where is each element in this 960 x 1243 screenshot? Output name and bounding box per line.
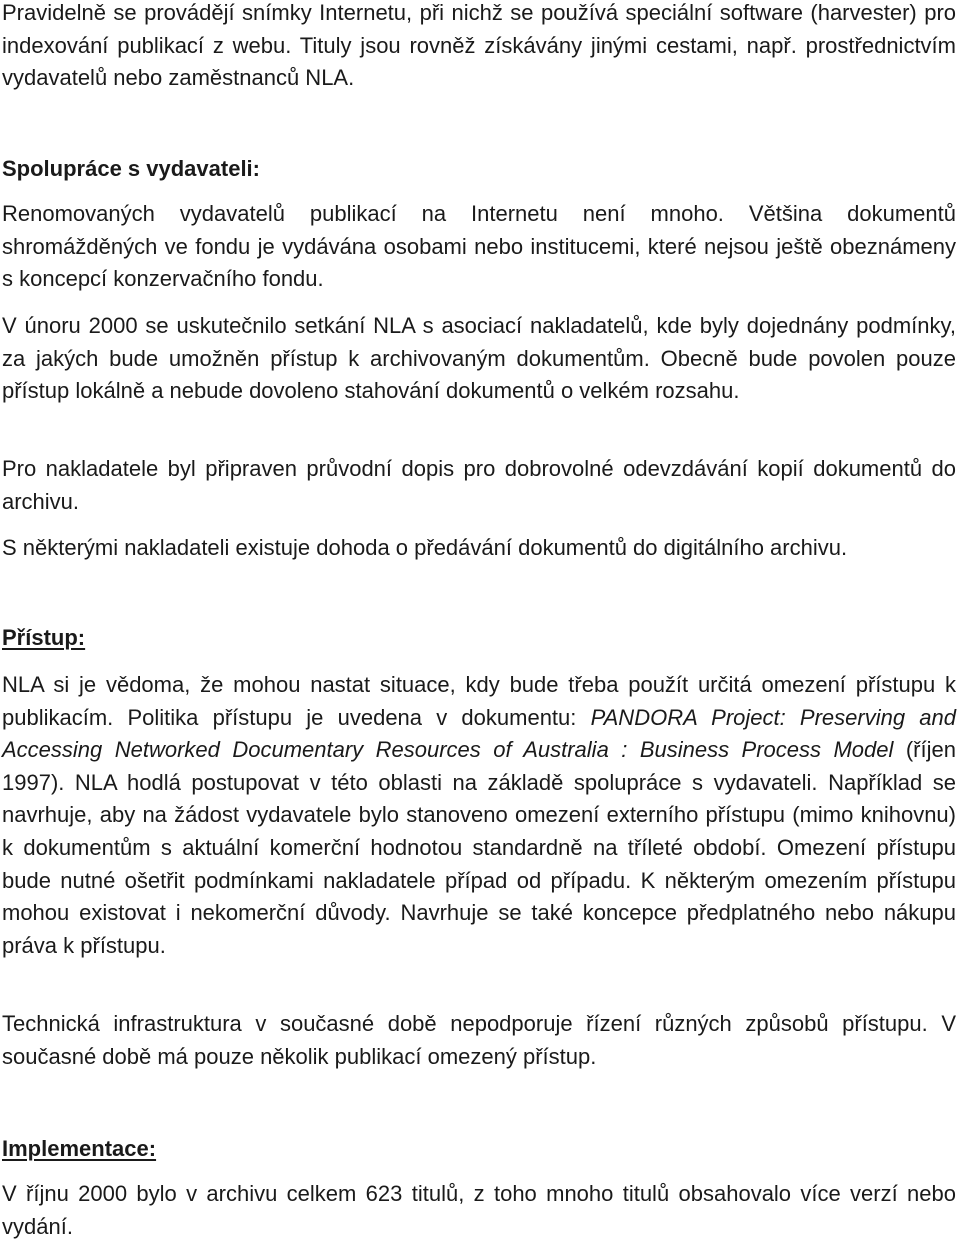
paragraph-titles-count: V říjnu 2000 bylo v archivu celkem 623 titulů, z toho mnoho titulů obsahovalo více verzí nebo vydání. [2,1181,956,1239]
paragraph-meeting-2000: V únoru 2000 se uskutečnilo setkání NLA s asociací nakladatelů, kde byly dojednány podmínky, za jakých bude umožněn přístup k archivovaným dokumentům. Obecně bude povolen pouze přístup lokálně a nebude dovoleno stahování dokumentů o velkém rozsahu. [2,313,956,404]
heading-access: Přístup: [2,625,86,650]
access-policy-text-before: NLA si je vědoma, že mohou nastat situace, kdy bude třeba použít určitá omezení přístupu k publikacím. Politika přístupu je uvedena v dokumentu: [2,672,956,730]
paragraph-cover-letter: Pro nakladatele byl připraven průvodní dopis pro dobrovolné odevzdávání kopií dokumentů do archivu. [2,456,956,514]
paragraph-access-policy [2,669,956,962]
access-policy-text-after: (říjen 1997). NLA hodlá postupovat v této oblasti na základě spolupráce s vydavateli. Například se navrhuje, aby na žádost vydavatele bylo stanoveno omezení externího přístupu (mimo knihovnu) k dokumentům s aktuální komerční hodnotou standardně na tříleté období. Omezení přístupu bude nutné ošetřit podmínkami nakladatele případ od případu. K některým omezením přístupu mohou existovat i nekomerční důvody. Navrhuje se také koncepce předplatného nebo nákupu práva k přístupu. [2,737,956,958]
paragraph-agreement: S některými nakladateli existuje dohoda o předávání dokumentů do digitálního archivu. [2,535,848,560]
paragraph-technical-infrastructure: Technická infrastruktura v současné době nepodporuje řízení různých způsobů přístupu. V současné době má pouze několik publikací omezený přístup. [2,1011,956,1069]
paragraph-harvesting: Pravidelně se provádějí snímky Internetu, při nichž se používá speciální software (harvester) pro indexování publikací z webu. Tituly jsou rovněž získávány jinými cestami, např. prostřednictvím vydavatelů nebo zaměstnanců NLA. [2,0,956,91]
heading-implementation: Implementace: [2,1136,157,1161]
access-policy-document-title: PANDORA Project: Preserving and Accessing Networked Documentary Resources of Australia : Business Process Model [2,704,956,763]
paragraph-publishers-few: Renomovaných vydavatelů publikací na Internetu není mnoho. Většina dokumentů shromážděných ve fondu je vydávána osobami nebo institucemi, které nejsou ještě obeznámeny s koncepcí konzervačního fondu. [2,201,956,292]
heading-publisher-cooperation: Spolupráce s vydavateli: [2,156,260,181]
